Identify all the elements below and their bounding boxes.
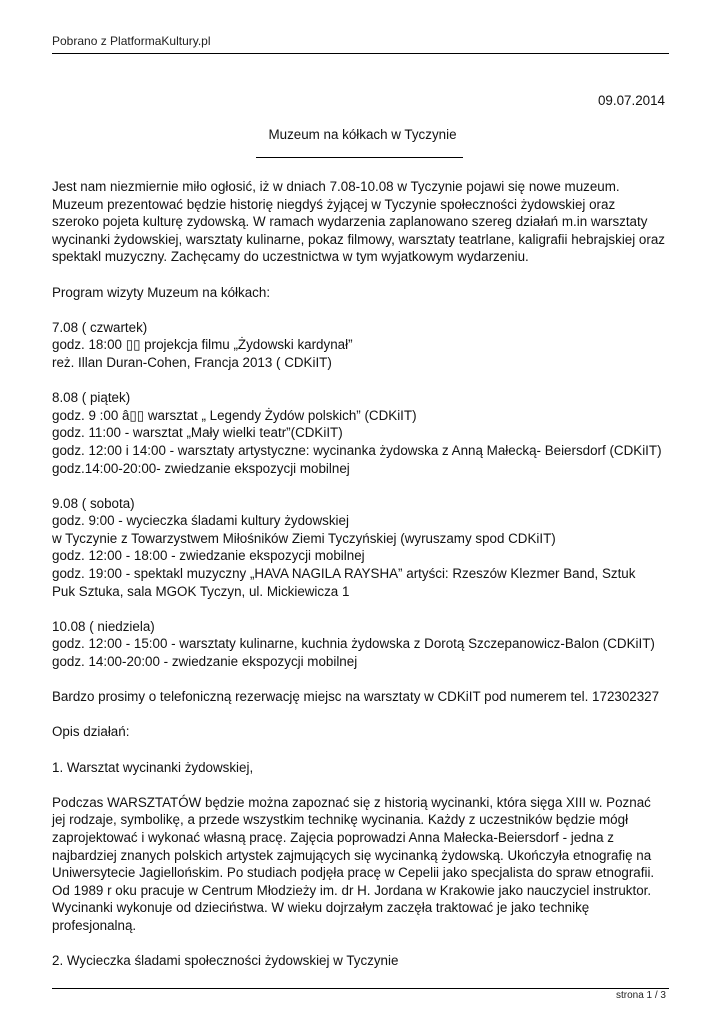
document-date: 09.07.2014 bbox=[597, 93, 665, 108]
page-header-source: Pobrano z PlatformaKultury.pl bbox=[52, 34, 211, 48]
title-underline bbox=[256, 157, 463, 158]
page-number: strona 1 / 3 bbox=[615, 990, 666, 1001]
activity-2-heading: 2. Wycieczka śladami społeczności żydowskiej w Tyczynie bbox=[52, 953, 399, 969]
program-day-thursday: 7.08 ( czwartek) godz. 18:00 ▯▯ projekcja filmu „Żydowski kardynał” reż. Illan Duran-Cohen, Francja 2013 ( CDKiIT) bbox=[52, 319, 353, 370]
activities-heading: Opis działań: bbox=[52, 724, 130, 740]
program-day-friday: 8.08 ( piątek) godz. 9 :00 â▯▯ warsztat „ Legendy Żydów polskich” (CDKiIT) godz. 11:00 - warsztat „Mały wielki teatr”(CDKiIT) godz. 12:00 i 14:00 - warsztaty artystyczne: wycinanka żydowska z Anną Małecką- Beiersdorf (CDKiIT) godz.14:00-20:00- zwiedzanie ekspozycji mobilnej bbox=[52, 390, 662, 476]
reservation-note: Bardzo prosimy o telefoniczną rezerwację miejsc na warsztaty w CDKiIT pod numerem tel. 172302327 bbox=[52, 689, 660, 705]
document-title: Muzeum na kółkach w Tyczynie bbox=[268, 127, 457, 142]
program-heading: Program wizyty Muzeum na kółkach: bbox=[52, 284, 271, 300]
document-body bbox=[52, 178, 682, 970]
intro-paragraph: Jest nam niezmiernie miło ogłosić, iż w dniach 7.08-10.08 w Tyczynie pojawi się nowe muzeum. Muzeum prezentować będzie historię niegdyś żyjącej w Tyczynie społeczności żydowskiej oraz szeroko pojeta kulturę zydowską. W ramach wydarzenia zaplanowano szereg działań m.in warsztaty wycinanki żydowskiej, warsztaty kulinarne, pokaz filmowy, warsztaty teatrlane, kaligrafii hebrajskiej oraz spektakl muzyczny. Zachęcamy do uczestnictwa w tym wyjatkowym wydarzeniu. bbox=[52, 179, 665, 265]
program-day-sunday: 10.08 ( niedziela) godz. 12:00 - 15:00 - warsztaty kulinarne, kuchnia żydowska z Dorotą Szczepanowicz-Balon (CDKiIT) godz. 14:00-20:00 - zwiedzanie ekspozycji mobilnej bbox=[52, 618, 655, 670]
activity-1-description: Podczas WARSZTATÓW będzie można zapoznać się z historią wycinanki, która sięga XIII w. Poznać jej rodzaje, symbolikę, a przede wszystkim technikę wycinania. Każdy z uczestników będzie mógł zaprojektować i wykonać własną pracę. Zajęcia poprowadzi Anna Małecka-Beiersdorf - jedna z najbardziej znanych polskich artystek zajmujących się wycinanką żydowską. Ukończyła etnografię na Uniwersytecie Jagiellońskim. Po studiach podjęła pracę w Cepelii jako specjalista do spraw etnografii. Od 1989 r oku pracuje w Centrum Młodzieży im. dr H. Jordana w Krakowie jako nauczyciel instruktor. Wycinanki wykonuje od dzieciństwa. W wieku dojrzałym zaczęła traktować je jako technikę profesjonalną. bbox=[52, 794, 655, 933]
program-day-saturday: 9.08 ( sobota) godz. 9:00 - wycieczka śladami kultury żydowskiej w Tyczynie z Towarzystwem Miłośników Ziemi Tyczyńskiej (wyruszamy spod CDKiIT) godz. 12:00 - 18:00 - zwiedzanie ekspozycji mobilnej godz. 19:00 - spektakl muzyczny „HAVA NAGILA RAYSHA” artyści: Rzeszów Klezmer Band, Sztuk Puk Sztuka, sala MGOK Tyczyn, ul. Mickiewicza 1 bbox=[52, 495, 636, 599]
header-divider bbox=[52, 53, 669, 54]
activity-1-heading: 1. Warsztat wycinanki żydowskiej, bbox=[52, 759, 254, 775]
footer-divider bbox=[52, 988, 669, 989]
